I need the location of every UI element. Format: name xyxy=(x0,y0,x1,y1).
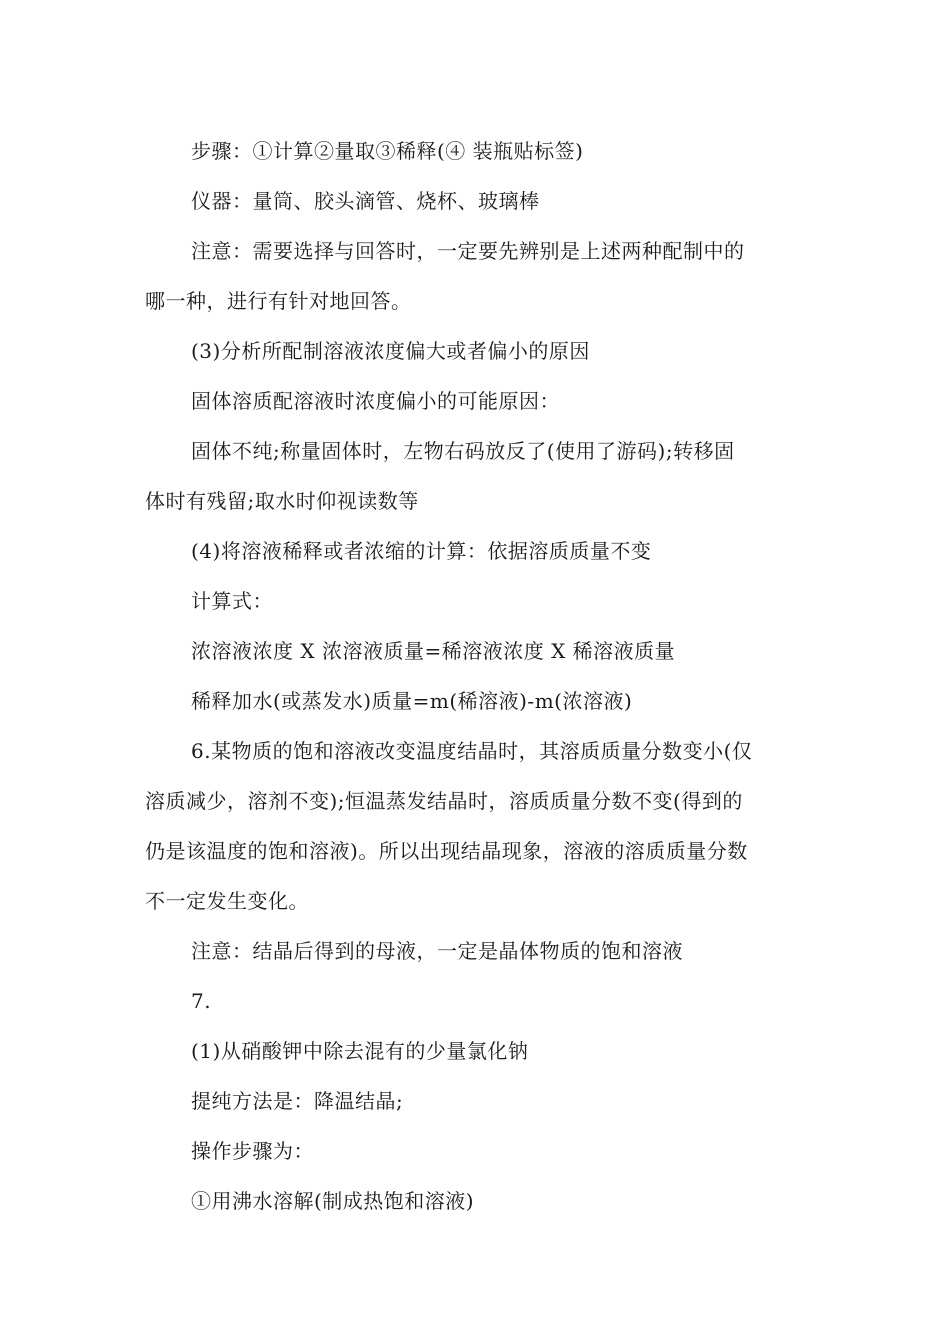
text-line: 6.某物质的饱和溶液改变温度结晶时，其溶质质量分数变小(仅 xyxy=(191,739,753,763)
text-line: 浓溶液浓度 X 浓溶液质量=稀溶液浓度 X 稀溶液质量 xyxy=(191,639,676,663)
text-line: 计算式： xyxy=(191,589,273,613)
text-line: 7. xyxy=(191,989,212,1013)
text-line: 提纯方法是：降温结晶; xyxy=(191,1089,404,1113)
text-line: (4)将溶液稀释或者浓缩的计算：依据溶质质量不变 xyxy=(191,539,652,563)
text-line: (3)分析所配制溶液浓度偏大或者偏小的原因 xyxy=(191,339,590,363)
paragraph-note-2 xyxy=(145,926,815,976)
document-body xyxy=(145,126,815,1226)
paragraph-operation-steps xyxy=(145,1126,815,1176)
paragraph-item-7 xyxy=(145,976,815,1026)
paragraph-reasons xyxy=(145,426,815,526)
paragraph-instruments xyxy=(145,176,815,226)
text-line: 不一定发生变化。 xyxy=(145,889,309,913)
paragraph-formula-1 xyxy=(145,626,815,676)
text-line: 注意：结晶后得到的母液，一定是晶体物质的饱和溶液 xyxy=(191,939,683,963)
paragraph-item-7-1 xyxy=(145,1026,815,1076)
text-line: 稀释加水(或蒸发水)质量=m(稀溶液)-m(浓溶液) xyxy=(191,689,633,713)
text-line: (1)从硝酸钾中除去混有的少量氯化钠 xyxy=(191,1039,529,1063)
paragraph-formula-label xyxy=(145,576,815,626)
text-line: 仍是该温度的饱和溶液)。所以出现结晶现象，溶液的溶质质量分数 xyxy=(145,839,748,863)
text-line: 步骤：①计算②量取③稀释(④ 装瓶贴标签) xyxy=(191,139,584,163)
text-line: 固体溶质配溶液时浓度偏小的可能原因： xyxy=(191,389,560,413)
paragraph-step-1 xyxy=(145,1176,815,1226)
paragraph-note-1 xyxy=(145,226,815,326)
paragraph-item-6 xyxy=(145,726,815,926)
text-line: 体时有残留;取水时仰视读数等 xyxy=(145,489,419,513)
paragraph-section-3 xyxy=(145,326,815,376)
text-line: 仪器：量筒、胶头滴管、烧杯、玻璃棒 xyxy=(191,189,540,213)
text-line: 溶质减少，溶剂不变);恒温蒸发结晶时，溶质质量分数不变(得到的 xyxy=(145,789,743,813)
text-line: 固体不纯;称量固体时，左物右码放反了(使用了游码);转移固 xyxy=(191,439,735,463)
paragraph-steps xyxy=(145,126,815,176)
paragraph-solid-solute xyxy=(145,376,815,426)
text-line: 注意：需要选择与回答时，一定要先辨别是上述两种配制中的 xyxy=(191,239,745,263)
paragraph-section-4 xyxy=(145,526,815,576)
text-line: 操作步骤为： xyxy=(191,1139,314,1163)
paragraph-formula-2 xyxy=(145,676,815,726)
text-line: 哪一种，进行有针对地回答。 xyxy=(145,289,412,313)
paragraph-method xyxy=(145,1076,815,1126)
text-line: ①用沸水溶解(制成热饱和溶液) xyxy=(191,1189,475,1213)
